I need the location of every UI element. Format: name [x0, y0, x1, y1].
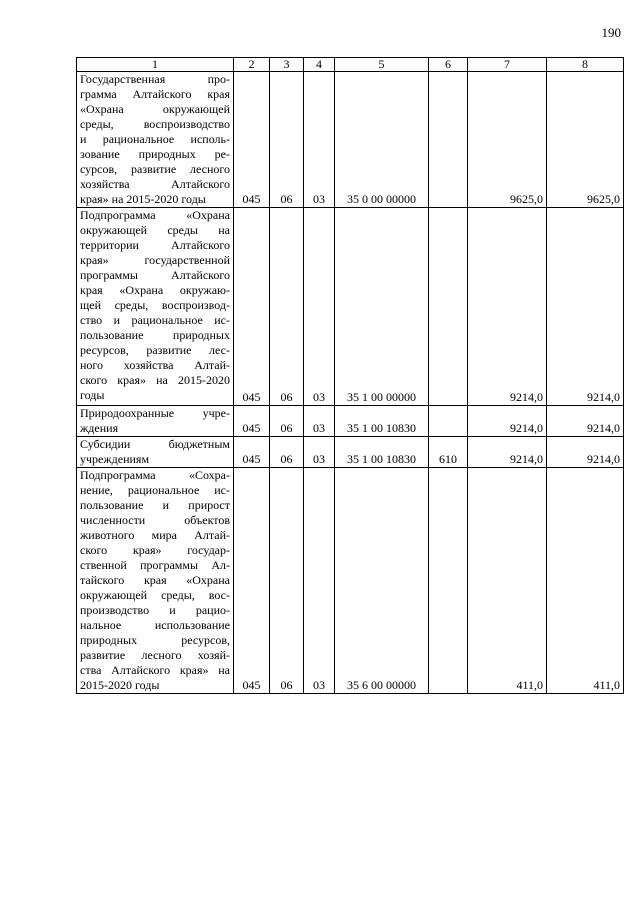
- name-line: ского края» на 2015-2020: [80, 373, 230, 387]
- cell-c2: 045: [234, 208, 270, 406]
- name-line: 2015-2020 годы: [80, 678, 160, 692]
- name-line: хозяйства Алтайского: [80, 177, 230, 191]
- cell-c4: 03: [304, 468, 335, 694]
- row-name-cell: [77, 437, 234, 468]
- name-line: производство и рацио-: [80, 603, 230, 617]
- cell-c3: 06: [270, 468, 304, 694]
- name-line: Подпрограмма «Сохра-: [80, 468, 230, 482]
- name-line: грамма Алтайского края: [80, 87, 230, 101]
- cell-c7: 9214,0: [468, 437, 547, 468]
- header-cell-7: 7: [468, 58, 547, 72]
- header-row: [77, 58, 624, 72]
- table-row: [77, 72, 624, 208]
- cell-c8: 9214,0: [547, 437, 624, 468]
- row-name-cell: [77, 406, 234, 437]
- cell-c7: 411,0: [468, 468, 547, 694]
- cell-c3: 06: [270, 72, 304, 208]
- cell-c6: [429, 406, 468, 437]
- cell-c4: 03: [304, 406, 335, 437]
- name-line: и рациональное исполь-: [80, 132, 230, 146]
- name-line: ства Алтайского края» на: [80, 663, 230, 677]
- name-line: учреждениям: [80, 452, 150, 466]
- budget-table: [76, 57, 624, 694]
- cell-c6: [429, 208, 468, 406]
- cell-c4: 03: [304, 208, 335, 406]
- name-line: окружающей среды, вос-: [80, 588, 230, 602]
- name-line: Субсидии бюджетным: [80, 437, 230, 451]
- cell-c4: 03: [304, 437, 335, 468]
- cell-c3: 06: [270, 208, 304, 406]
- cell-c5: 35 6 00 00000: [335, 468, 429, 694]
- row-name-cell: [77, 208, 234, 406]
- page-number: 190: [601, 25, 621, 40]
- name-line: Государственная про-: [80, 72, 230, 86]
- name-line: края» на 2015-2020 годы: [80, 192, 206, 206]
- cell-c8: 411,0: [547, 468, 624, 694]
- cell-c8: 9625,0: [547, 72, 624, 208]
- cell-c5: 35 0 00 00000: [335, 72, 429, 208]
- name-line: программы Алтайского: [80, 268, 230, 282]
- name-line: годы: [80, 388, 105, 402]
- name-line: животного мира Алтай-: [80, 528, 230, 542]
- name-line: ждения: [80, 421, 119, 435]
- name-line: природных ресурсов,: [80, 633, 230, 647]
- cell-c7: 9214,0: [468, 208, 547, 406]
- cell-c2: 045: [234, 468, 270, 694]
- name-line: тайского края «Охрана: [80, 573, 230, 587]
- cell-c8: 9214,0: [547, 406, 624, 437]
- cell-c2: 045: [234, 437, 270, 468]
- cell-c6: 610: [429, 437, 468, 468]
- name-line: среды, воспроизводство: [80, 117, 230, 131]
- cell-c5: 35 1 00 00000: [335, 208, 429, 406]
- cell-c5: 35 1 00 10830: [335, 406, 429, 437]
- cell-c7: 9214,0: [468, 406, 547, 437]
- name-line: «Охрана окружающей: [80, 102, 230, 116]
- name-line: ресурсов, развитие лес-: [80, 343, 230, 357]
- table-header: [77, 58, 624, 72]
- cell-c4: 03: [304, 72, 335, 208]
- name-line: нение, рациональное ис-: [80, 483, 230, 497]
- header-cell-3: 3: [270, 58, 304, 72]
- cell-c2: 045: [234, 406, 270, 437]
- header-cell-2: 2: [234, 58, 270, 72]
- table-row: [77, 437, 624, 468]
- name-line: численности объектов: [80, 513, 230, 527]
- name-line: края «Охрана окружаю-: [80, 283, 230, 297]
- name-line: края» государственной: [80, 253, 230, 267]
- cell-c6: [429, 468, 468, 694]
- name-line: зование природных ре-: [80, 147, 230, 161]
- table-row: [77, 208, 624, 406]
- table-row: [77, 406, 624, 437]
- row-name-cell: [77, 468, 234, 694]
- name-line: ство и рациональное ис-: [80, 313, 230, 327]
- name-line: щей среды, воспроизвод-: [80, 298, 230, 312]
- name-line: пользование природных: [80, 328, 230, 342]
- header-cell-6: 6: [429, 58, 468, 72]
- header-cell-8: 8: [547, 58, 624, 72]
- name-line: сурсов, развитие лесного: [80, 162, 230, 176]
- cell-c5: 35 1 00 10830: [335, 437, 429, 468]
- table-row: [77, 468, 624, 694]
- cell-c3: 06: [270, 406, 304, 437]
- header-cell-1: 1: [77, 58, 234, 72]
- name-line: нальное использование: [80, 618, 230, 632]
- table-body: [77, 72, 624, 694]
- cell-c6: [429, 72, 468, 208]
- cell-c7: 9625,0: [468, 72, 547, 208]
- cell-c3: 06: [270, 437, 304, 468]
- name-line: Подпрограмма «Охрана: [80, 208, 230, 222]
- name-line: Природоохранные учре-: [80, 406, 230, 420]
- name-line: развитие лесного хозяй-: [80, 648, 230, 662]
- name-line: территории Алтайского: [80, 238, 230, 252]
- header-cell-4: 4: [304, 58, 335, 72]
- row-name-cell: [77, 72, 234, 208]
- name-line: пользование и прирост: [80, 498, 230, 512]
- name-line: ственной программы Ал-: [80, 558, 230, 572]
- cell-c8: 9214,0: [547, 208, 624, 406]
- name-line: ного хозяйства Алтай-: [80, 358, 230, 372]
- name-line: ского края» государ-: [80, 543, 230, 557]
- name-line: окружающей среды на: [80, 223, 230, 237]
- header-cell-5: 5: [335, 58, 429, 72]
- cell-c2: 045: [234, 72, 270, 208]
